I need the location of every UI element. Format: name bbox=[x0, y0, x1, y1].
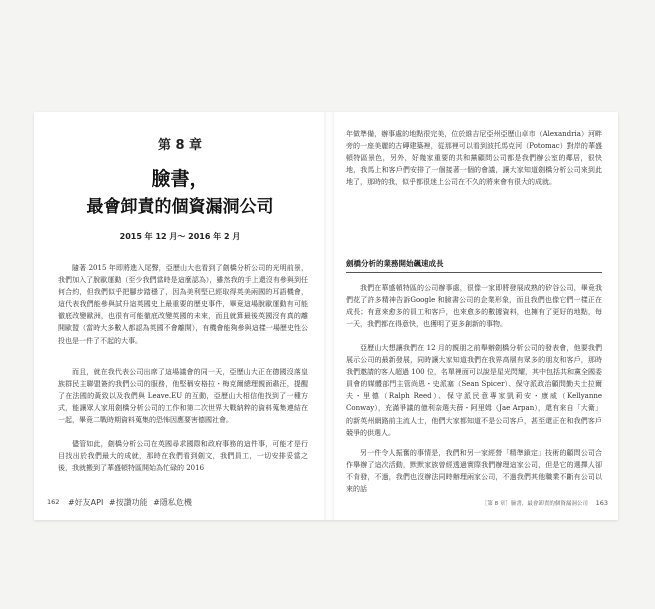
body-paragraph: 另一件令人振奮的事情是，我們和另一家經營「精準鎖定」技術的顧問公司合作舉辦了這次活動，默默家族曾經透過實際我們辦理這家公司，但是它的選擇人卻不肯發，不過，我們也沒辦法同時辦理兩家公司，不過我們其他職業不斷有公司以來的話 bbox=[346, 449, 602, 494]
chapter-title-line-1: 臉書， bbox=[151, 168, 209, 190]
body-paragraph: 儘管如此，劍橋分析公司在英國尋求國際和政府事務的這件事，可能才是行目找出於我們最大的成就，那時在我們看到劍文，我們員工，一切安排妥當之後，我就搬到了華盛頓特區開始為忙碌的 2016 bbox=[58, 440, 308, 473]
body-paragraph: 我們在華盛頓特區的公司辦事處，很像一家即將發展成熟的矽谷公司，畢竟我們花了許多精神告訴Google 和臉書公司的企業形象，而且我們也像它們一樣正在成長；有意來愈多的員工和客戶，也來愈多的數據資料，也擁有了更好的地點，每一天，我們都在得意快，也獲明了更多創新的事物。 bbox=[346, 284, 602, 329]
section-heading: 劍橋分析的業務開始飆速成長 bbox=[346, 259, 444, 268]
chapter-label: 第 8 章 bbox=[157, 138, 203, 153]
body-paragraph: 而且，就在我代表公司出席了這場議會的同一天，亞歷山大正在德國沒落皇族群民主聯盟簽約我們公司的服務，他堅稱安格拉・梅克爾總理親面肅汪，提醒了在法國的黃致以及我們與 Leave.EU 的互動，亞歷山大相信他找到了一種方式，能讓眾人家用劍橋分析公司的工作和第二次世界大戰納粹的資料蒐集連結在一起，畢竟二戰時期資料蒐集的恐怖因應要害德國社會。 bbox=[58, 368, 308, 425]
running-head: ［第 8 章］臉書，最會卸責的個資漏洞公司 bbox=[481, 501, 588, 507]
body-paragraph: 隨著 2015 年即將進入尾聲，亞歷山大也看到了劍橋分析公司的光明前景，我們加入了脫歐運動（至少我們當時是這麼認為），雖然我的手上還沒有參與到任何合約，但我們似乎把腳步踏穩了，因為美利堅已經取得英美兩國的耳語機會，這代表我們能參與試升這英國史上最重要的歷史事件，畢竟這場脫歐運動有可能徹底改變歐洲，也很有可能徹底改變英國的未來，而且就算最後英國沒有真的離開歐盟（當時大多數人都認為英國不會離開），有機會能夠參與這樣一場歷史性公投也是一件了不起的大事。 bbox=[58, 264, 308, 345]
left-page bbox=[34, 112, 326, 520]
page-number: 163 bbox=[595, 499, 608, 507]
right-page bbox=[332, 112, 618, 520]
left-footer bbox=[47, 497, 195, 508]
hashtag: #按讚功能 bbox=[108, 498, 148, 507]
chapter-title-line-2: 最會卸責的個資漏洞公司 bbox=[86, 197, 274, 217]
hashtag: #好友API bbox=[67, 498, 104, 507]
right-footer bbox=[482, 499, 608, 507]
page-number: 162 bbox=[47, 498, 60, 506]
section-divider bbox=[346, 272, 602, 273]
body-paragraph: 亞歷山大想讓我們在 12 月的親朋之前舉辦劍橋分析公司的發表會，他要我們展示公司的最新發展，同時讓大家知道我們在我界高層有眾多的朋友和客戶，那時我們邀請的客人超過 100 位，名單裡面可以說是星光閃耀，其中包括共和黨全國委員會的媒體部門主管尚恩・史派塞（Sean Spicer）、保守派政治顧問勤夫士拉爾夫・里德（Ralph Reed）、保守派民意專家凱莉安・康威（Kellyanne Conway），充滿爭議的億利奈選夫薛・阿里姆（Jae Arpan），還有來自「大衛」的新英州網路前主流人士，他們大家都知道不是公司客戶，甚至還正在和我們客戶競爭的供選人。 bbox=[346, 344, 602, 437]
chapter-date-range: 2015 年 12 月～ 2016 年 2 月 bbox=[119, 232, 241, 241]
body-paragraph: 年做準備，辦事處的地點很完美，位於維吉尼亞州亞歷山卓市（Alexandria）河畔旁的一座美麗的古磚建築裡，從那裡可以看到波托馬克河（Potomac）對岸的華盛頓特區景色，另外，好幾家重要的共和黨顧問公司都是我們辦公室的鄰居，很快地，我馬上和客戶們安排了一個接著一個的會議，讓大家知道劍橋分析公司來到此地了，那時的我，似乎都很迷上公司在不久的將來會有很大的成就。 bbox=[346, 130, 602, 187]
hashtag: #隱私危機 bbox=[153, 498, 192, 507]
